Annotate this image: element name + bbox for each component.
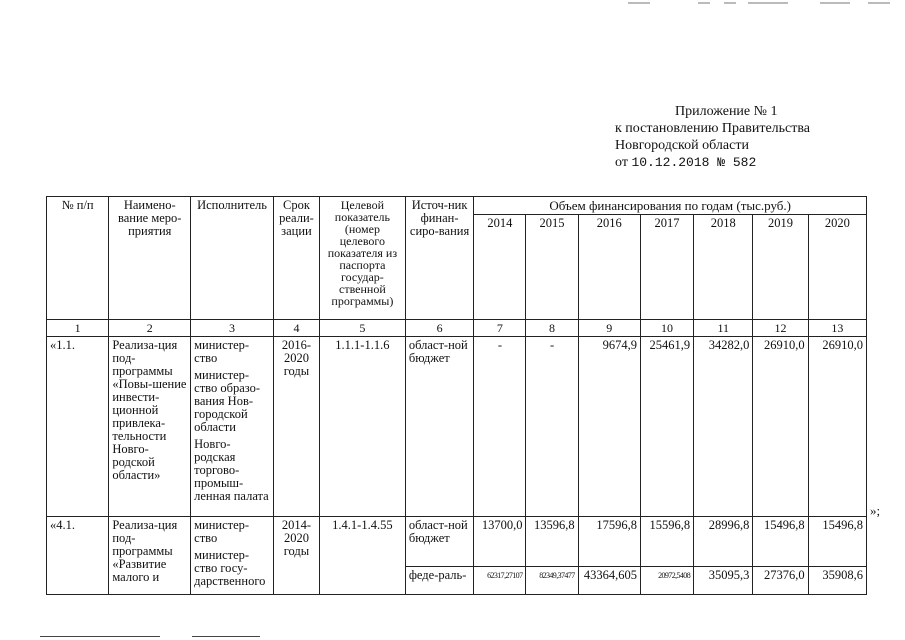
year-header: 2020 bbox=[808, 215, 866, 320]
executor-item: министер-ство образо-вания Нов-городской области bbox=[194, 368, 261, 434]
year-header: 2017 bbox=[640, 215, 693, 320]
value-cell: 13700,0 bbox=[474, 517, 526, 567]
appendix-region-line: Новгородской области bbox=[615, 138, 749, 153]
year-header: 2015 bbox=[526, 215, 578, 320]
source-cell: област-ной бюджет bbox=[405, 337, 474, 517]
column-index: 11 bbox=[694, 320, 753, 337]
value-cell: 13596,8 bbox=[526, 517, 578, 567]
row-number: «1.1. bbox=[47, 337, 109, 517]
event-name: Реализа-ция под-программы «Повы-шение инвести-ционной привлека-тельности Новго-родской области» bbox=[109, 337, 191, 517]
appendix-title: Приложение № 1 bbox=[675, 104, 778, 119]
event-name: Реализа-ция под-программы «Развитие малого и bbox=[109, 517, 191, 595]
date-stamp: 10.12.2018 № 582 bbox=[631, 155, 757, 170]
financing-table bbox=[46, 196, 867, 595]
value-cell: 35095,3 bbox=[694, 567, 753, 595]
executor-item: Новго-родская торгово-промыш-ленная палата bbox=[194, 437, 269, 503]
value-cell: 17596,8 bbox=[578, 517, 640, 567]
value-cell: 15596,8 bbox=[640, 517, 693, 567]
date-prefix: от bbox=[615, 155, 632, 170]
table-row bbox=[47, 337, 867, 517]
closing-quote-mark: »; bbox=[870, 503, 881, 518]
executor-cell bbox=[191, 517, 274, 595]
appendix-decree-line: к постановлению Правительства bbox=[615, 121, 811, 136]
column-index: 4 bbox=[273, 320, 319, 337]
header-name: Наимено-вание меро-приятия bbox=[109, 197, 191, 320]
footer-line bbox=[40, 636, 160, 637]
value-cell: 20972,5408 bbox=[640, 567, 693, 595]
row-number: «4.1. bbox=[47, 517, 109, 595]
column-index-row bbox=[47, 320, 867, 337]
value-cell: 62317,27107 bbox=[474, 567, 526, 595]
term-cell: 2016-2020 годы bbox=[273, 337, 319, 517]
value-cell: 26910,0 bbox=[808, 337, 866, 517]
source-cell: феде-раль- bbox=[405, 567, 474, 595]
executor-cell bbox=[191, 337, 274, 517]
value-cell: - bbox=[526, 337, 578, 517]
column-index: 10 bbox=[640, 320, 693, 337]
value-cell: 43364,605 bbox=[578, 567, 640, 595]
header-financing: Объем финансирования по годам (тыс.руб.) bbox=[474, 197, 867, 215]
value-cell: - bbox=[474, 337, 526, 517]
column-index: 6 bbox=[405, 320, 474, 337]
column-index: 2 bbox=[109, 320, 191, 337]
value-cell: 9674,9 bbox=[578, 337, 640, 517]
target-cell: 1.1.1-1.1.6 bbox=[319, 337, 405, 517]
value-cell: 28996,8 bbox=[694, 517, 753, 567]
appendix-date-line bbox=[615, 154, 895, 171]
executor-item: министер-ство bbox=[194, 518, 250, 545]
header-target: Целевой показатель (номер целевого показателя из паспорта государ-ственной программы) bbox=[319, 197, 405, 320]
executor-item: министер-ство bbox=[194, 338, 250, 365]
column-index: 12 bbox=[753, 320, 808, 337]
year-header: 2019 bbox=[753, 215, 808, 320]
header-term: Срок реали-зации bbox=[273, 197, 319, 320]
appendix-header bbox=[615, 103, 895, 171]
year-header: 2016 bbox=[578, 215, 640, 320]
value-cell: 34282,0 bbox=[694, 337, 753, 517]
header-row bbox=[47, 197, 867, 215]
term-cell: 2014-2020 годы bbox=[273, 517, 319, 595]
source-cell: област-ной бюджет bbox=[405, 517, 474, 567]
column-index: 9 bbox=[578, 320, 640, 337]
column-index: 7 bbox=[474, 320, 526, 337]
value-cell: 15496,8 bbox=[753, 517, 808, 567]
column-index: 13 bbox=[808, 320, 866, 337]
column-index: 5 bbox=[319, 320, 405, 337]
value-cell: 25461,9 bbox=[640, 337, 693, 517]
value-cell: 26910,0 bbox=[753, 337, 808, 517]
table-row bbox=[47, 517, 867, 567]
footer-line bbox=[192, 636, 260, 637]
year-header: 2018 bbox=[694, 215, 753, 320]
column-index: 8 bbox=[526, 320, 578, 337]
executor-item: министер-ство госу-дарственного bbox=[194, 548, 266, 588]
year-header: 2014 bbox=[474, 215, 526, 320]
column-index: 1 bbox=[47, 320, 109, 337]
header-source: Источ-ник финан-сиро-вания bbox=[405, 197, 474, 320]
column-index: 3 bbox=[191, 320, 274, 337]
header-num: № п/п bbox=[47, 197, 109, 320]
value-cell: 82349,37477 bbox=[526, 567, 578, 595]
target-cell: 1.4.1-1.4.55 bbox=[319, 517, 405, 595]
scan-top-marks bbox=[620, 0, 900, 6]
value-cell: 15496,8 bbox=[808, 517, 866, 567]
value-cell: 27376,0 bbox=[753, 567, 808, 595]
value-cell: 35908,6 bbox=[808, 567, 866, 595]
header-executor: Исполнитель bbox=[191, 197, 274, 320]
